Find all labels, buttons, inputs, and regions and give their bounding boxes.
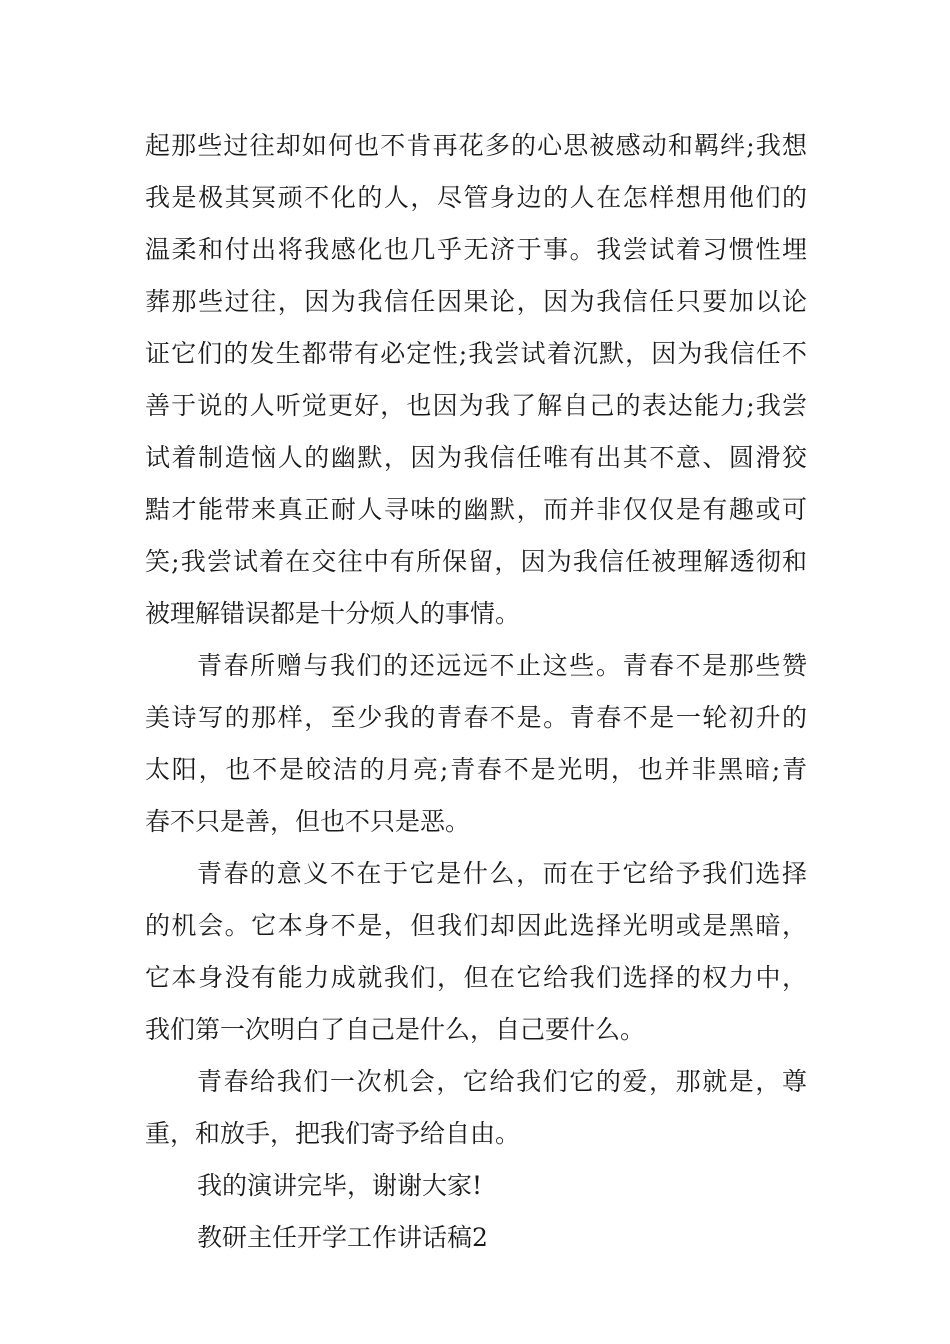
- paragraph-2: [145, 640, 807, 848]
- closing-line: 我的演讲完毕，谢谢大家!: [197, 1171, 483, 1200]
- paragraph-4: [145, 1056, 807, 1160]
- text-line: 我是极其冥顽不化的人，尽管身边的人在怎样想用他们的: [145, 183, 807, 212]
- section-heading: 教研主任开学工作讲话稿2: [197, 1223, 488, 1252]
- text-line: 善于说的人听觉更好，也因为我了解自己的表达能力;我尝: [145, 391, 807, 420]
- text-line: 春不只是善，但也不只是恶。: [145, 807, 471, 836]
- paragraph-5: [145, 1160, 807, 1212]
- document-body: [145, 120, 807, 1264]
- text-line: 青春所赠与我们的还远远不止这些。青春不是那些赞: [197, 651, 807, 680]
- text-line: 青春的意义不在于它是什么，而在于它给予我们选择: [197, 859, 807, 888]
- text-line: 黠才能带来真正耐人寻味的幽默，而并非仅仅是有趣或可: [145, 495, 807, 524]
- paragraph-3: [145, 848, 807, 1056]
- text-line: 太阳，也不是皎洁的月亮;青春不是光明，也并非黑暗;青: [145, 755, 807, 784]
- text-line: 笑;我尝试着在交往中有所保留，因为我信任被理解透彻和: [145, 547, 807, 576]
- paragraph-6: [145, 1212, 807, 1264]
- text-line: 被理解错误都是十分烦人的事情。: [145, 599, 521, 628]
- text-line: 温柔和付出将我感化也几乎无济于事。我尝试着习惯性埋: [145, 235, 807, 264]
- text-line: 的机会。它本身不是，但我们却因此选择光明或是黑暗，: [145, 911, 807, 940]
- text-line: 试着制造恼人的幽默，因为我信任唯有出其不意、圆滑狡: [145, 443, 807, 472]
- text-line: 青春给我们一次机会，它给我们它的爱，那就是，尊: [197, 1067, 807, 1096]
- text-line: 起那些过往却如何也不肯再花多的心思被感动和羁绊;我想: [145, 131, 807, 160]
- text-line: 葬那些过往，因为我信任因果论，因为我信任只要加以论: [145, 287, 807, 316]
- paragraph-1: [145, 120, 807, 640]
- text-line: 我们第一次明白了自己是什么，自己要什么。: [145, 1015, 646, 1044]
- text-line: 重，和放手，把我们寄予给自由。: [145, 1119, 521, 1148]
- text-line: 美诗写的那样，至少我的青春不是。青春不是一轮初升的: [145, 703, 807, 732]
- text-line: 它本身没有能力成就我们，但在它给我们选择的权力中，: [145, 963, 807, 992]
- text-line: 证它们的发生都带有必定性;我尝试着沉默，因为我信任不: [145, 339, 807, 368]
